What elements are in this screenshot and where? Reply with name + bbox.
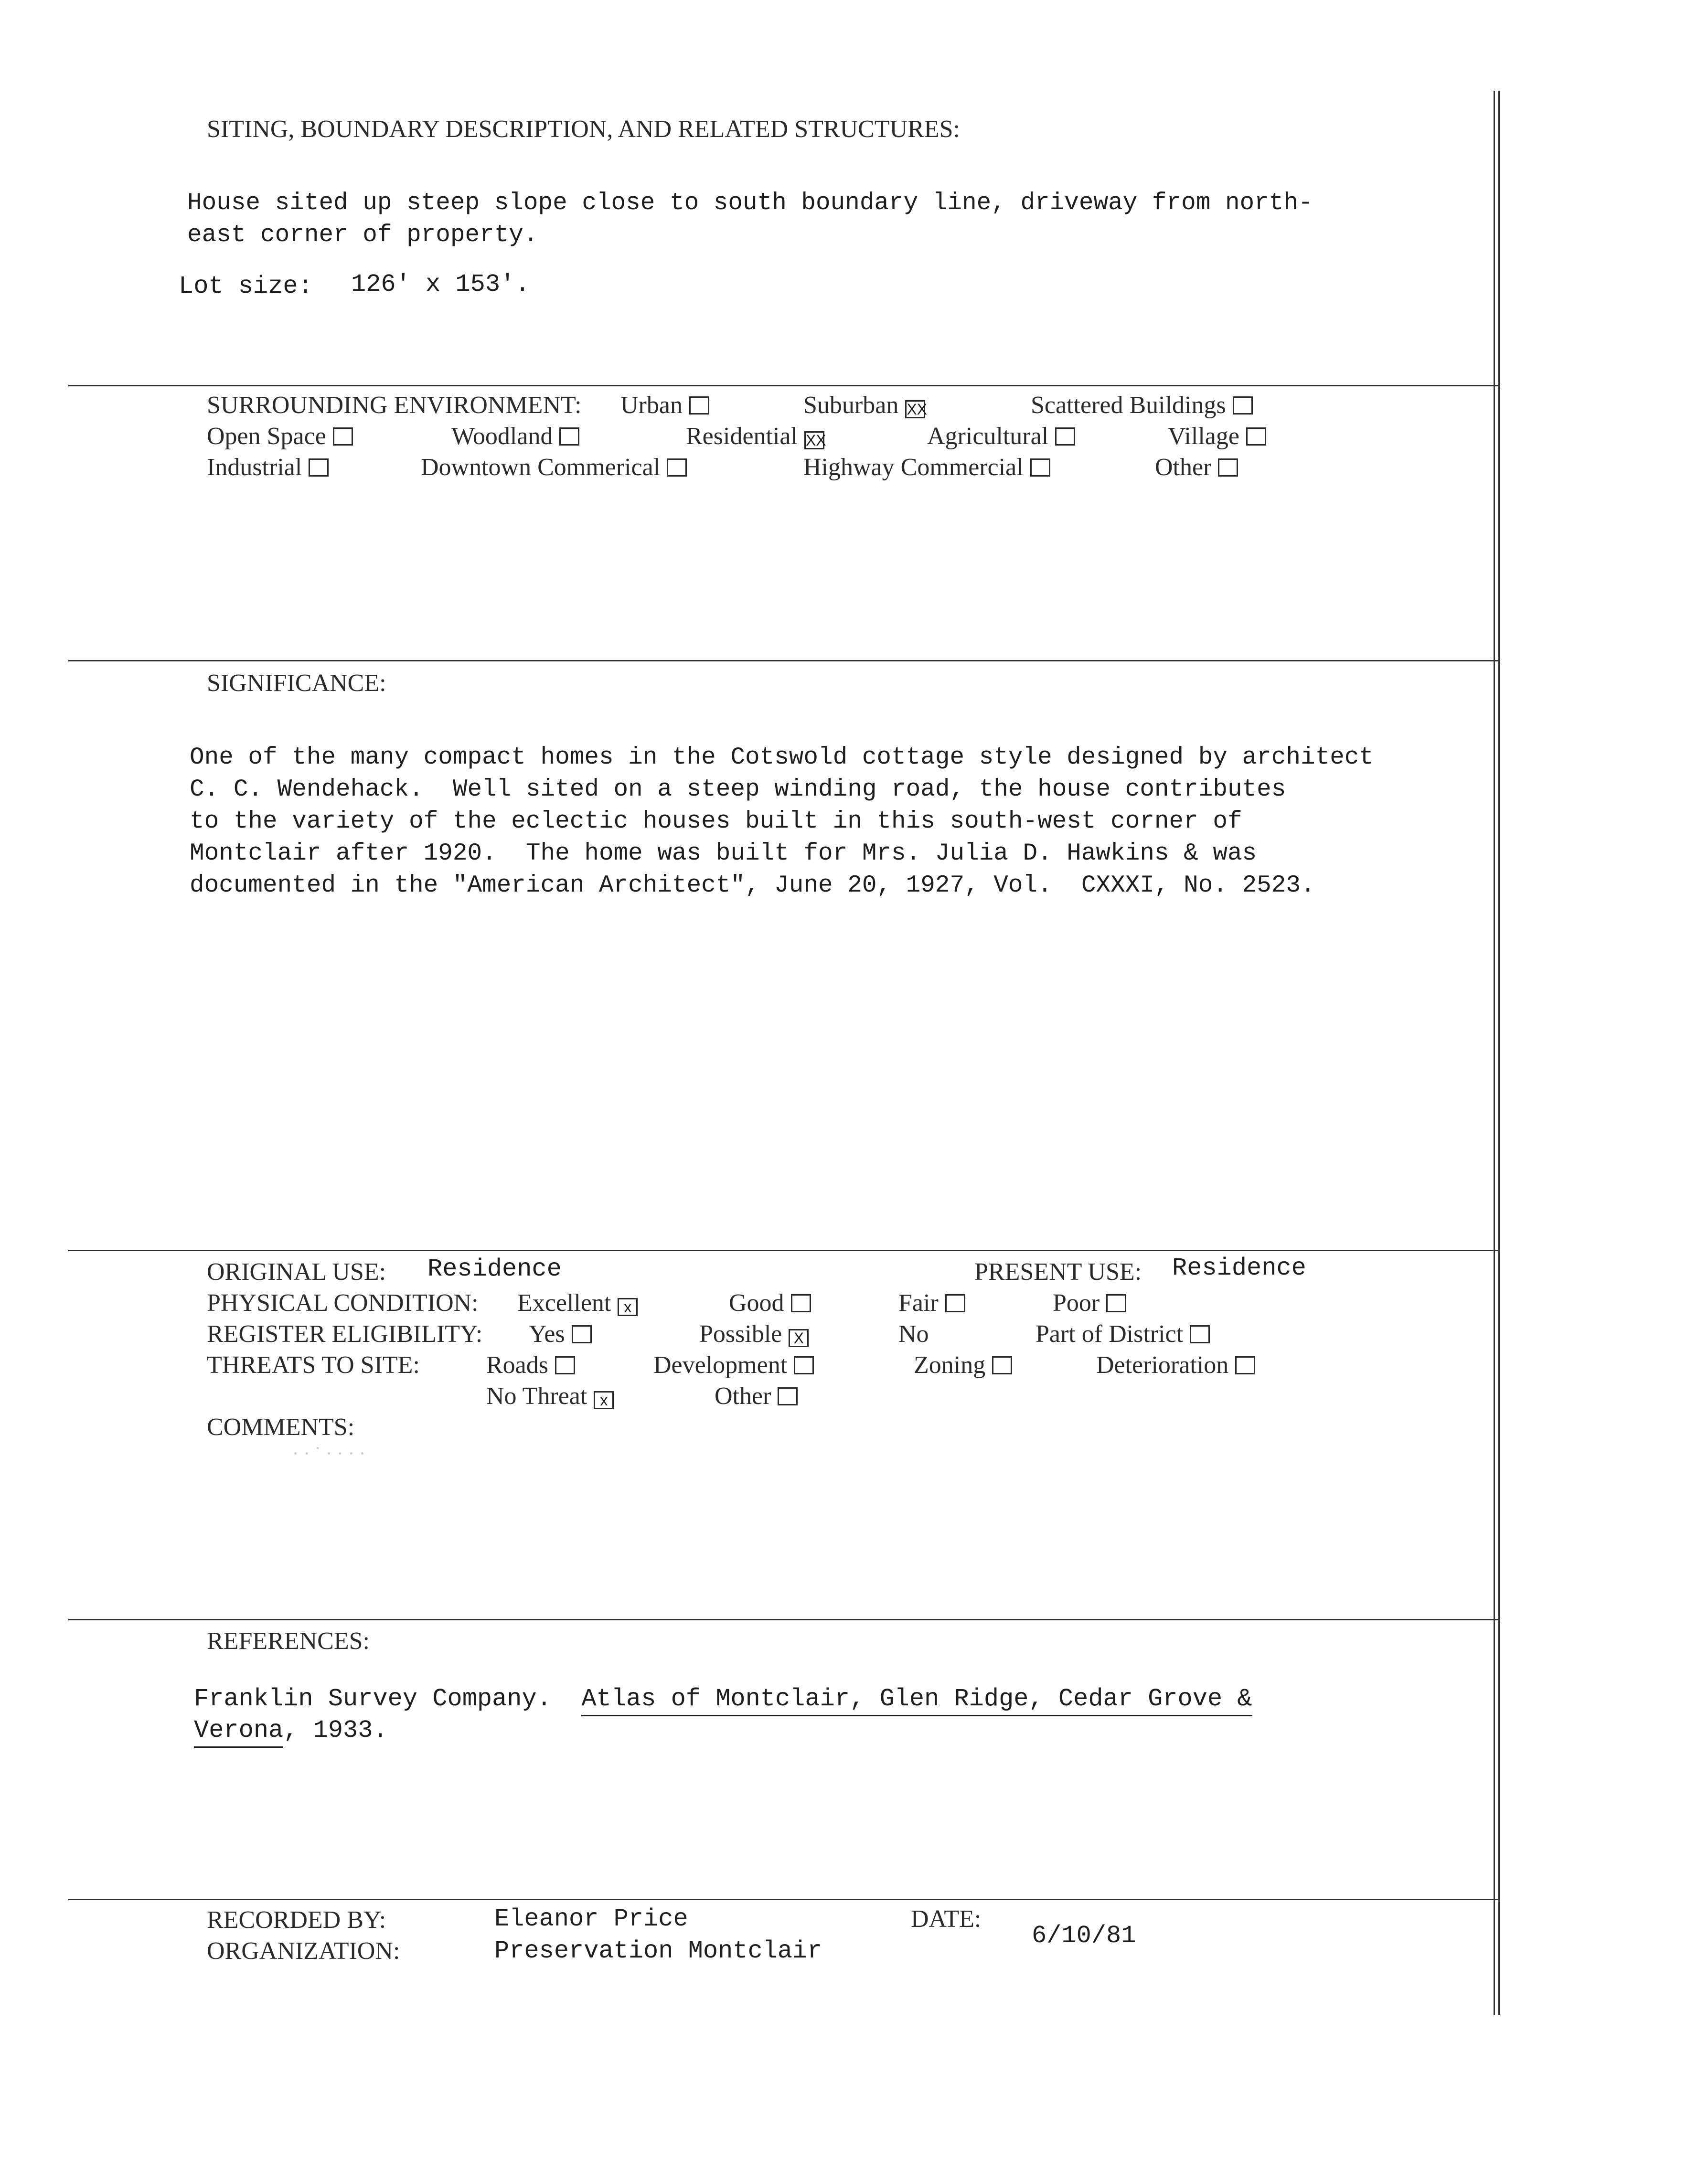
recorded-by-label: RECORDED BY:	[207, 1906, 386, 1934]
urban-checkbox[interactable]	[689, 396, 709, 415]
no-label: No	[898, 1320, 929, 1348]
possible-option[interactable]	[699, 1322, 809, 1347]
siting-heading: SITING, BOUNDARY DESCRIPTION, AND RELATED STRUCTURES:	[207, 116, 960, 143]
part-of-district-checkbox[interactable]	[1190, 1325, 1210, 1343]
fair-checkbox[interactable]	[945, 1294, 965, 1312]
other-threat-option[interactable]	[715, 1384, 798, 1409]
margin-rule	[1498, 91, 1500, 2015]
yes-option[interactable]	[529, 1322, 592, 1347]
development-option[interactable]	[653, 1353, 814, 1378]
excellent-checkbox[interactable]: x	[618, 1298, 638, 1316]
agricultural-label: Agricultural	[927, 423, 1049, 450]
no-threat-label: No Threat	[486, 1383, 587, 1410]
lot-size-label: Lot size:	[179, 272, 313, 300]
poor-checkbox[interactable]	[1106, 1294, 1126, 1312]
physical-condition-row	[207, 1291, 1401, 1319]
date-value: 6/10/81	[1032, 1922, 1136, 1950]
fair-label: Fair	[898, 1289, 939, 1317]
original-use-value: Residence	[427, 1255, 562, 1283]
highway-commercial-label: Highway Commercial	[803, 454, 1024, 481]
register-eligibility-row	[207, 1322, 1401, 1351]
village-option[interactable]	[1168, 424, 1266, 449]
significance-line: Montclair after 1920. The home was built for Mrs. Julia D. Hawkins & was	[190, 840, 1257, 867]
other-threat-label: Other	[715, 1383, 771, 1410]
present-use-value: Residence	[1172, 1254, 1306, 1282]
register-eligibility-label: REGISTER ELIGIBILITY:	[207, 1320, 483, 1348]
recorded-by-value: Eleanor Price	[494, 1905, 688, 1933]
other-threat-checkbox[interactable]	[778, 1387, 798, 1405]
significance-line: documented in the "American Architect", June 20, 1927, Vol. CXXXI, No. 2523.	[190, 872, 1315, 899]
scattered-buildings-checkbox[interactable]	[1233, 396, 1253, 415]
references-heading: REFERENCES:	[207, 1627, 370, 1655]
open-space-option[interactable]	[207, 424, 353, 449]
roads-checkbox[interactable]	[555, 1356, 575, 1374]
highway-commercial-option[interactable]	[803, 455, 1050, 480]
yes-label: Yes	[529, 1320, 565, 1348]
downtown-commercial-option[interactable]	[421, 455, 687, 480]
siting-line: east corner of property.	[187, 222, 538, 249]
urban-option[interactable]	[620, 393, 709, 418]
no-threat-option[interactable]	[486, 1384, 614, 1409]
excellent-label: Excellent	[517, 1289, 611, 1317]
fair-option[interactable]	[898, 1291, 965, 1316]
deterioration-checkbox[interactable]	[1235, 1356, 1255, 1374]
threats-row-2	[207, 1384, 1401, 1413]
excellent-option[interactable]	[517, 1291, 638, 1316]
good-checkbox[interactable]	[791, 1294, 811, 1312]
reference-year: , 1933.	[283, 1716, 388, 1744]
margin-rule	[1494, 91, 1495, 2015]
siting-line: House sited up steep slope close to south boundary line, driveway from north-	[187, 190, 1313, 217]
yes-checkbox[interactable]	[572, 1325, 592, 1343]
significance-line: C. C. Wendehack. Well sited on a steep winding road, the house contributes	[190, 776, 1286, 803]
development-label: Development	[653, 1351, 788, 1379]
section-divider	[68, 385, 1500, 386]
original-use-label: ORIGINAL USE:	[207, 1258, 386, 1286]
reference-title-continued: Verona	[194, 1716, 283, 1748]
development-checkbox[interactable]	[794, 1356, 814, 1374]
residential-option[interactable]	[686, 424, 824, 449]
threats-row-1	[207, 1353, 1401, 1382]
significance-line: to the variety of the eclectic houses built in this south-west corner of	[190, 808, 1242, 835]
zoning-checkbox[interactable]	[992, 1356, 1012, 1374]
siting-description	[187, 187, 1313, 251]
good-label: Good	[729, 1289, 784, 1317]
open-space-checkbox[interactable]	[333, 427, 353, 446]
roads-option[interactable]	[486, 1353, 575, 1378]
date-label: DATE:	[911, 1905, 982, 1933]
poor-label: Poor	[1053, 1289, 1100, 1317]
suburban-option[interactable]	[803, 392, 928, 419]
urban-label: Urban	[620, 392, 683, 419]
comments-label: COMMENTS:	[207, 1414, 355, 1441]
faint-smudge: · · ˙ · · · ·	[292, 1443, 366, 1464]
suburban-checkbox[interactable]: XX	[905, 400, 925, 418]
deterioration-label: Deterioration	[1096, 1351, 1229, 1379]
industrial-label: Industrial	[207, 454, 302, 481]
suburban-label: Suburban	[803, 392, 899, 419]
lot-size-value: 126' x 153'.	[351, 270, 530, 298]
woodland-checkbox[interactable]	[559, 427, 579, 446]
reference-line-2	[194, 1718, 388, 1743]
significance-text	[190, 742, 1374, 902]
significance-line: One of the many compact homes in the Cotswold cottage style designed by architect	[190, 744, 1374, 771]
organization-label: ORGANIZATION:	[207, 1937, 400, 1965]
physical-condition-label: PHYSICAL CONDITION:	[207, 1289, 479, 1317]
industrial-option[interactable]	[207, 455, 329, 480]
agricultural-option[interactable]	[927, 424, 1075, 449]
environment-row-2	[207, 424, 1401, 453]
reference-author: Franklin Survey Company.	[194, 1685, 582, 1713]
environment-row-3	[207, 455, 1401, 484]
threats-label: THREATS TO SITE:	[207, 1351, 420, 1379]
industrial-checkbox[interactable]	[309, 458, 329, 477]
open-space-label: Open Space	[207, 423, 326, 450]
scattered-buildings-label: Scattered Buildings	[1031, 392, 1226, 419]
no-threat-checkbox[interactable]: x	[594, 1391, 614, 1409]
significance-heading: SIGNIFICANCE:	[207, 670, 386, 697]
section-divider	[68, 1619, 1500, 1620]
section-divider	[68, 660, 1500, 661]
highway-commercial-checkbox[interactable]	[1030, 458, 1050, 477]
other-environment-label: Other	[1155, 454, 1212, 481]
section-divider	[68, 1899, 1500, 1900]
deterioration-option[interactable]	[1096, 1353, 1255, 1378]
other-environment-option[interactable]	[1155, 455, 1238, 480]
woodland-option[interactable]	[451, 424, 579, 449]
woodland-label: Woodland	[451, 423, 553, 450]
part-of-district-label: Part of District	[1035, 1320, 1184, 1348]
residential-checkbox[interactable]: XX	[804, 431, 824, 449]
reference-line-1	[194, 1687, 1252, 1712]
poor-option[interactable]	[1053, 1291, 1126, 1316]
part-of-district-option[interactable]	[1035, 1322, 1210, 1347]
organization-value: Preservation Montclair	[494, 1937, 822, 1965]
downtown-commercial-checkbox[interactable]	[667, 458, 687, 477]
section-divider	[68, 1250, 1500, 1251]
residential-label: Residential	[686, 423, 798, 450]
possible-label: Possible	[699, 1320, 782, 1348]
other-environment-checkbox[interactable]	[1218, 458, 1238, 477]
zoning-option[interactable]	[914, 1353, 1012, 1378]
good-option[interactable]	[729, 1291, 811, 1316]
zoning-label: Zoning	[914, 1351, 986, 1379]
village-label: Village	[1168, 423, 1239, 450]
environment-label: SURROUNDING ENVIRONMENT:	[207, 392, 582, 419]
present-use-label: PRESENT USE:	[974, 1258, 1142, 1286]
no-option[interactable]	[898, 1322, 929, 1347]
village-checkbox[interactable]	[1246, 427, 1266, 446]
agricultural-checkbox[interactable]	[1055, 427, 1075, 446]
scattered-buildings-option[interactable]	[1031, 393, 1253, 418]
downtown-commercial-label: Downtown Commerical	[421, 454, 661, 481]
reference-title: Atlas of Montclair, Glen Ridge, Cedar Grove &	[581, 1685, 1252, 1716]
roads-label: Roads	[486, 1351, 548, 1379]
environment-row-1	[207, 393, 1401, 422]
possible-checkbox[interactable]: X	[789, 1329, 809, 1347]
